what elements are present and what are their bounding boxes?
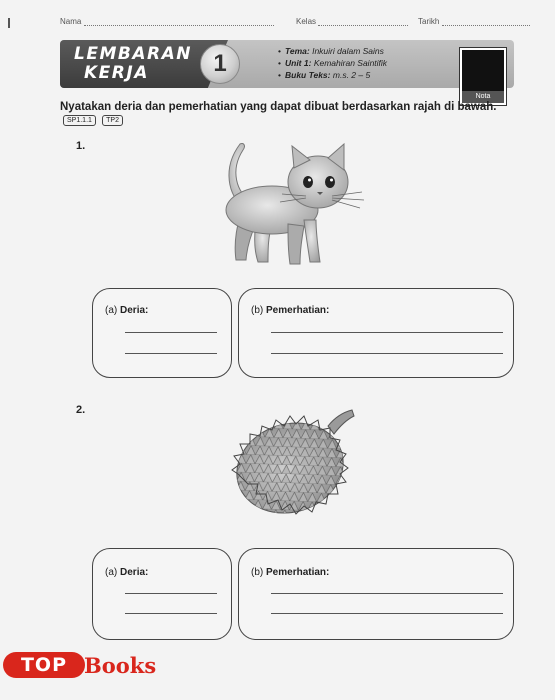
- q1-pemerhatian-label: (b) Pemerhatian:: [251, 305, 330, 316]
- instruction-body: Nyatakan deria dan pemerhatian yang dapat dibuat berdasarkan rajah di bawah.: [60, 101, 497, 113]
- instruction-text: [60, 100, 500, 128]
- answer-line[interactable]: [271, 613, 503, 614]
- kelas-label: Kelas: [296, 17, 317, 26]
- student-info-line: [60, 17, 540, 31]
- sp-tag: SP1.1.1: [63, 115, 96, 126]
- q1-pemerhatian-box: [238, 288, 514, 378]
- nota-label: Nota: [462, 91, 504, 103]
- answer-line[interactable]: [271, 332, 503, 333]
- answer-line[interactable]: [125, 353, 217, 354]
- answer-line[interactable]: [271, 593, 503, 594]
- q2-pemerhatian-box: [238, 548, 514, 640]
- question-1-number: 1.: [76, 140, 86, 152]
- answer-line[interactable]: [125, 332, 217, 333]
- tp-tag: TP2: [102, 115, 123, 126]
- kelas-field[interactable]: [296, 17, 408, 26]
- tarikh-label: Tarikh: [418, 17, 440, 26]
- tarikh-field[interactable]: [418, 17, 530, 26]
- watermark-books: Books: [84, 653, 157, 678]
- question-2-number: 2.: [76, 404, 86, 416]
- margin-mark: [8, 18, 10, 28]
- answer-line[interactable]: [125, 593, 217, 594]
- answer-line[interactable]: [271, 353, 503, 354]
- banner-info-item: • Tema: Inkuiri dalam Sains: [278, 45, 387, 57]
- banner-title-line2: KERJA: [84, 63, 149, 83]
- worksheet-number: 1: [213, 50, 227, 77]
- topbooks-watermark: [0, 652, 180, 692]
- answer-line[interactable]: [125, 613, 217, 614]
- nama-field[interactable]: [60, 17, 274, 26]
- q2-deria-box: [92, 548, 232, 640]
- cat-icon: [210, 138, 370, 270]
- banner-title: [74, 45, 192, 83]
- durian-icon: [228, 404, 358, 522]
- q2-pemerhatian-label: (b) Pemerhatian:: [251, 567, 330, 578]
- nama-label: Nama: [60, 17, 82, 26]
- nota-box[interactable]: [460, 48, 506, 105]
- banner-info-item: • Buku Teks: m.s. 2 – 5: [278, 69, 387, 81]
- watermark-top: TOP: [3, 652, 85, 678]
- banner-info-item: • Unit 1: Kemahiran Saintifik: [278, 57, 387, 69]
- q1-deria-box: [92, 288, 232, 378]
- worksheet-banner: [60, 40, 514, 88]
- banner-info-list: [278, 45, 387, 81]
- worksheet-number-badge: [200, 44, 240, 84]
- banner-title-line1: LEMBARAN: [74, 44, 192, 64]
- q2-deria-label: (a) Deria:: [105, 567, 149, 578]
- q1-deria-label: (a) Deria:: [105, 305, 149, 316]
